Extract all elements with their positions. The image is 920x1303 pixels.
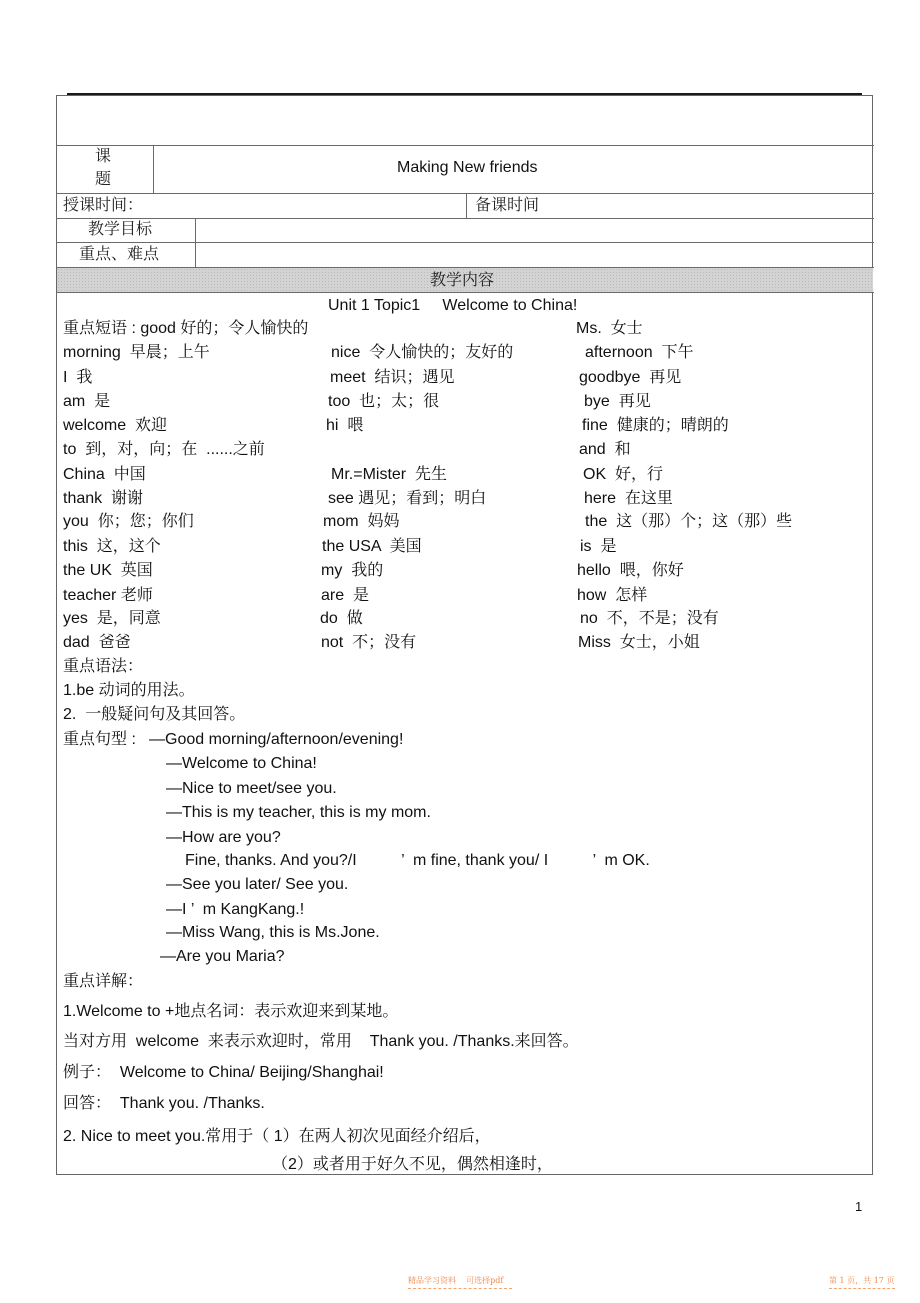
vocab-item: afternoon 下午 — [585, 344, 694, 361]
content-header: 教学内容 — [430, 270, 495, 289]
page-number: 1 — [855, 1199, 863, 1214]
key-points-label: 重点、难点 — [79, 244, 160, 263]
details-title: 重点详解： — [63, 973, 144, 990]
vocab-item: Miss 女士，小姐 — [578, 634, 700, 651]
vocab-item: too 也；太；很 — [328, 393, 440, 410]
vocab-item: thank 谢谢 — [63, 490, 144, 507]
col-divider — [153, 145, 154, 193]
detail-line: 1.Welcome to +地点名词：表示欢迎来到某地。 — [63, 1003, 399, 1020]
prep-time-label: 备课时间 — [475, 195, 540, 214]
footer-right-underline — [829, 1288, 895, 1289]
vocab-item: the 这（那）个；这（那）些 — [585, 513, 793, 530]
phrases-intro: 重点短语 : good 好的；令人愉快的 — [63, 320, 309, 337]
row-divider — [56, 145, 874, 146]
objectives-label: 教学目标 — [88, 219, 153, 238]
vocab-item: I 我 — [63, 369, 93, 386]
vocab-item: are 是 — [321, 587, 370, 604]
vocab-item: meet 结识；遇见 — [330, 369, 455, 386]
vocab-item: not 不；没有 — [321, 634, 417, 651]
row-divider — [56, 292, 874, 293]
grammar-title: 重点语法： — [63, 658, 144, 675]
sentence: —Miss Wang, this is Ms.Jone. — [166, 924, 380, 941]
vocab-item: hi 喂 — [326, 417, 364, 434]
vocab-item: how 怎样 — [577, 587, 648, 604]
topic-label-1: 课 — [95, 146, 112, 165]
vocab-item: bye 再见 — [584, 393, 651, 410]
vocab-item: is 是 — [580, 538, 617, 555]
detail-line: 例子： Welcome to China/ Beijing/Shanghai! — [63, 1064, 384, 1081]
footer-right: 第 1 页，共 17 页 — [829, 1276, 895, 1285]
vocab-item: and 和 — [579, 441, 631, 458]
vocab-item: you 你；您；你们 — [63, 513, 194, 530]
vocab-item: no 不，不是；没有 — [580, 610, 719, 627]
detail-line: 回答： Thank you. /Thanks. — [63, 1095, 265, 1112]
vocab-item: morning 早晨；上午 — [63, 344, 210, 361]
detail-line: （2）或者用于好久不见，偶然相逢时， — [272, 1156, 553, 1173]
footer-left-underline — [408, 1288, 512, 1289]
vocab-item: yes 是，同意 — [63, 610, 161, 627]
vocab-item: mom 妈妈 — [323, 513, 400, 530]
grammar-item: 1.be 动词的用法。 — [63, 682, 195, 699]
unit-title: Unit 1 Topic1 Welcome to China! — [328, 297, 578, 314]
row-divider — [56, 218, 874, 219]
vocab-item: fine 健康的；晴朗的 — [582, 417, 729, 434]
vocab-item: here 在这里 — [584, 490, 673, 507]
sentence: —Are you Maria? — [160, 948, 285, 965]
vocab-item: welcome 欢迎 — [63, 417, 168, 434]
footer-left: 精品学习资料 可选择pdf — [408, 1276, 504, 1285]
vocab-item: OK 好，行 — [583, 466, 664, 483]
vocab-item: to 到，对，向；在 ......之前 — [63, 441, 265, 458]
row-divider — [56, 193, 874, 194]
detail-line: 当对方用 welcome 来表示欢迎时，常用 Thank you. /Thanks.来回答。 — [63, 1033, 579, 1050]
col-divider — [466, 193, 467, 218]
vocab-ms: Ms. 女士 — [576, 320, 643, 337]
sentence: —I ’ m KangKang.! — [166, 901, 305, 918]
sentence: —This is my teacher, this is my mom. — [166, 804, 431, 821]
vocab-item: China 中国 — [63, 466, 146, 483]
sentence: —Welcome to China! — [166, 755, 317, 772]
vocab-item: this 这，这个 — [63, 538, 161, 555]
vocab-item: the UK 英国 — [63, 562, 153, 579]
vocab-item: see 遇见；看到；明白 — [328, 490, 487, 507]
sentence: —See you later/ See you. — [166, 876, 349, 893]
sentence: Fine, thanks. And you?/I ’ m fine, thank you/ I ’ m OK. — [185, 852, 650, 869]
col-divider — [195, 218, 196, 267]
vocab-item: do 做 — [320, 610, 363, 627]
sentences-label: 重点句型 : — [63, 731, 141, 748]
sentence: —How are you? — [166, 829, 281, 846]
lesson-title: Making New friends — [397, 159, 538, 176]
vocab-item: goodbye 再见 — [579, 369, 682, 386]
sentence: —Nice to meet/see you. — [166, 780, 337, 797]
vocab-item: the USA 美国 — [322, 538, 422, 555]
row-divider — [56, 242, 874, 243]
teaching-time-label: 授课时间： — [63, 195, 144, 214]
vocab-item: Mr.=Mister 先生 — [331, 466, 448, 483]
vocab-item: my 我的 — [321, 562, 384, 579]
grammar-item: 2. 一般疑问句及其回答。 — [63, 706, 246, 723]
detail-line: 2. Nice to meet you.常用于（ 1）在两人初次见面经介绍后， — [63, 1128, 491, 1145]
vocab-item: nice 令人愉快的；友好的 — [331, 344, 514, 361]
vocab-item: teacher 老师 — [63, 587, 153, 604]
sentence: —Good morning/afternoon/evening! — [149, 731, 404, 748]
topic-label-2: 题 — [95, 169, 112, 188]
vocab-item: am 是 — [63, 393, 111, 410]
vocab-item: hello 喂，你好 — [577, 562, 684, 579]
vocab-item: dad 爸爸 — [63, 634, 131, 651]
